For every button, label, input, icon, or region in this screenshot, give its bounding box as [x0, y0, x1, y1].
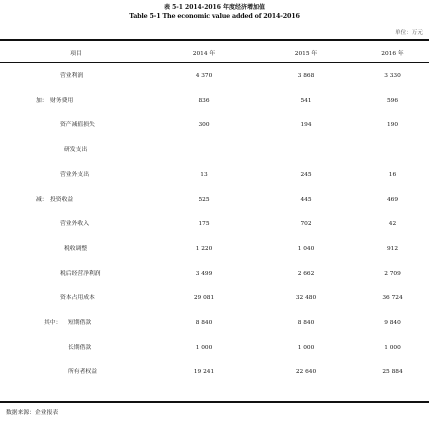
data-source-note: 数据来源：企业报表: [6, 410, 59, 416]
row-label-cell: [0, 169, 152, 181]
table-row: [0, 292, 429, 304]
row-label: 税收调整: [64, 245, 88, 252]
table-row: [0, 70, 429, 82]
header-item: 项目: [70, 51, 82, 57]
value-2016: 1 000: [384, 344, 401, 351]
table-row: [0, 317, 429, 329]
value-2015: 22 640: [295, 369, 317, 376]
value-2016: 912: [386, 245, 399, 252]
table-row: [0, 243, 429, 255]
value-2015: 32 480: [295, 295, 317, 302]
row-label: 税后经营净利润: [60, 270, 101, 277]
row-label-cell: [0, 95, 152, 107]
unit-label: 单位：万元: [395, 30, 423, 36]
value-2016: 25 884: [382, 369, 403, 376]
bottom-rule: [0, 401, 429, 403]
value-2016: 36 724: [382, 295, 403, 302]
row-label-cell: [0, 317, 152, 329]
value-2014: 525: [198, 196, 210, 203]
row-label-cell: [0, 292, 152, 304]
value-2015: 8 840: [297, 320, 315, 326]
top-rule: [0, 39, 429, 41]
row-label-cell: [0, 119, 152, 131]
row-label-cell: [0, 366, 152, 378]
value-2014: 4 370: [195, 73, 213, 79]
table-row: [0, 119, 429, 131]
value-2014: 29 081: [193, 295, 215, 302]
row-label-cell: [0, 218, 152, 230]
row-label: 研发支出: [64, 147, 88, 154]
value-2014: 836: [198, 97, 210, 104]
value-2015: 1 000: [297, 344, 315, 351]
row-label: 投资收益: [50, 196, 74, 203]
value-2014: 3 499: [195, 270, 213, 277]
value-2014: 8 840: [195, 320, 213, 326]
row-prefix: 加：: [36, 97, 48, 104]
row-label: 短期借款: [68, 320, 92, 326]
row-label-cell: [0, 268, 152, 280]
table-row: [0, 218, 429, 230]
table-row: [0, 144, 429, 156]
row-label: 所有者权益: [68, 369, 97, 376]
value-2014: 13: [200, 171, 208, 178]
row-label: 营业利润: [60, 73, 84, 79]
table-row: [0, 95, 429, 107]
row-label: 长期借款: [68, 344, 92, 351]
value-2016: 469: [386, 196, 399, 203]
row-label: 资本占用成本: [60, 295, 95, 302]
header-2015: 2015 年: [294, 51, 318, 57]
row-label-cell: [0, 342, 152, 354]
value-2014: 1 000: [195, 344, 213, 351]
table-row: [0, 342, 429, 354]
value-2015: 445: [300, 196, 312, 203]
header-2016: 2016 年: [381, 51, 404, 57]
header-2014: 2014 年: [192, 51, 216, 57]
value-2015: 245: [300, 171, 312, 178]
header-rule: [0, 62, 429, 63]
table-row: [0, 268, 429, 280]
value-2015: 194: [300, 122, 312, 129]
row-label-cell: [0, 243, 152, 255]
value-2015: 541: [300, 97, 312, 104]
value-2014: 175: [198, 221, 210, 228]
row-prefix: 其中：: [44, 320, 62, 326]
value-2015: 702: [300, 221, 312, 228]
value-2016: 190: [386, 122, 399, 129]
value-2015: 1 040: [297, 245, 315, 252]
table-title-cn: 表 5-1 2014-2016 年度经济增加值: [164, 4, 265, 11]
table-row: [0, 194, 429, 206]
row-label-cell: [0, 70, 152, 82]
value-2014: 300: [198, 122, 210, 129]
value-2014: 19 241: [193, 369, 215, 376]
row-label: 营业外支出: [60, 171, 89, 178]
row-label-cell: [0, 194, 152, 206]
value-2015: 3 868: [297, 73, 315, 79]
value-2016: 9 840: [384, 320, 401, 326]
row-label-cell: [0, 144, 152, 156]
row-prefix: 减：: [36, 196, 48, 203]
value-2016: 42: [388, 221, 397, 228]
row-label: 资产减值损失: [60, 122, 95, 129]
table-row: [0, 169, 429, 181]
value-2015: 2 662: [297, 270, 315, 277]
row-label: 营业外收入: [60, 221, 89, 228]
value-2016: 2 709: [384, 270, 401, 277]
table-title-en: Table 5-1 The economic value added of 2014-2016: [129, 12, 300, 20]
value-2014: 1 220: [195, 245, 213, 252]
value-2016: 3 330: [384, 73, 401, 79]
row-label: 财务费用: [50, 97, 74, 104]
table-row: [0, 366, 429, 378]
value-2016: 596: [386, 97, 399, 104]
value-2016: 16: [388, 171, 397, 178]
